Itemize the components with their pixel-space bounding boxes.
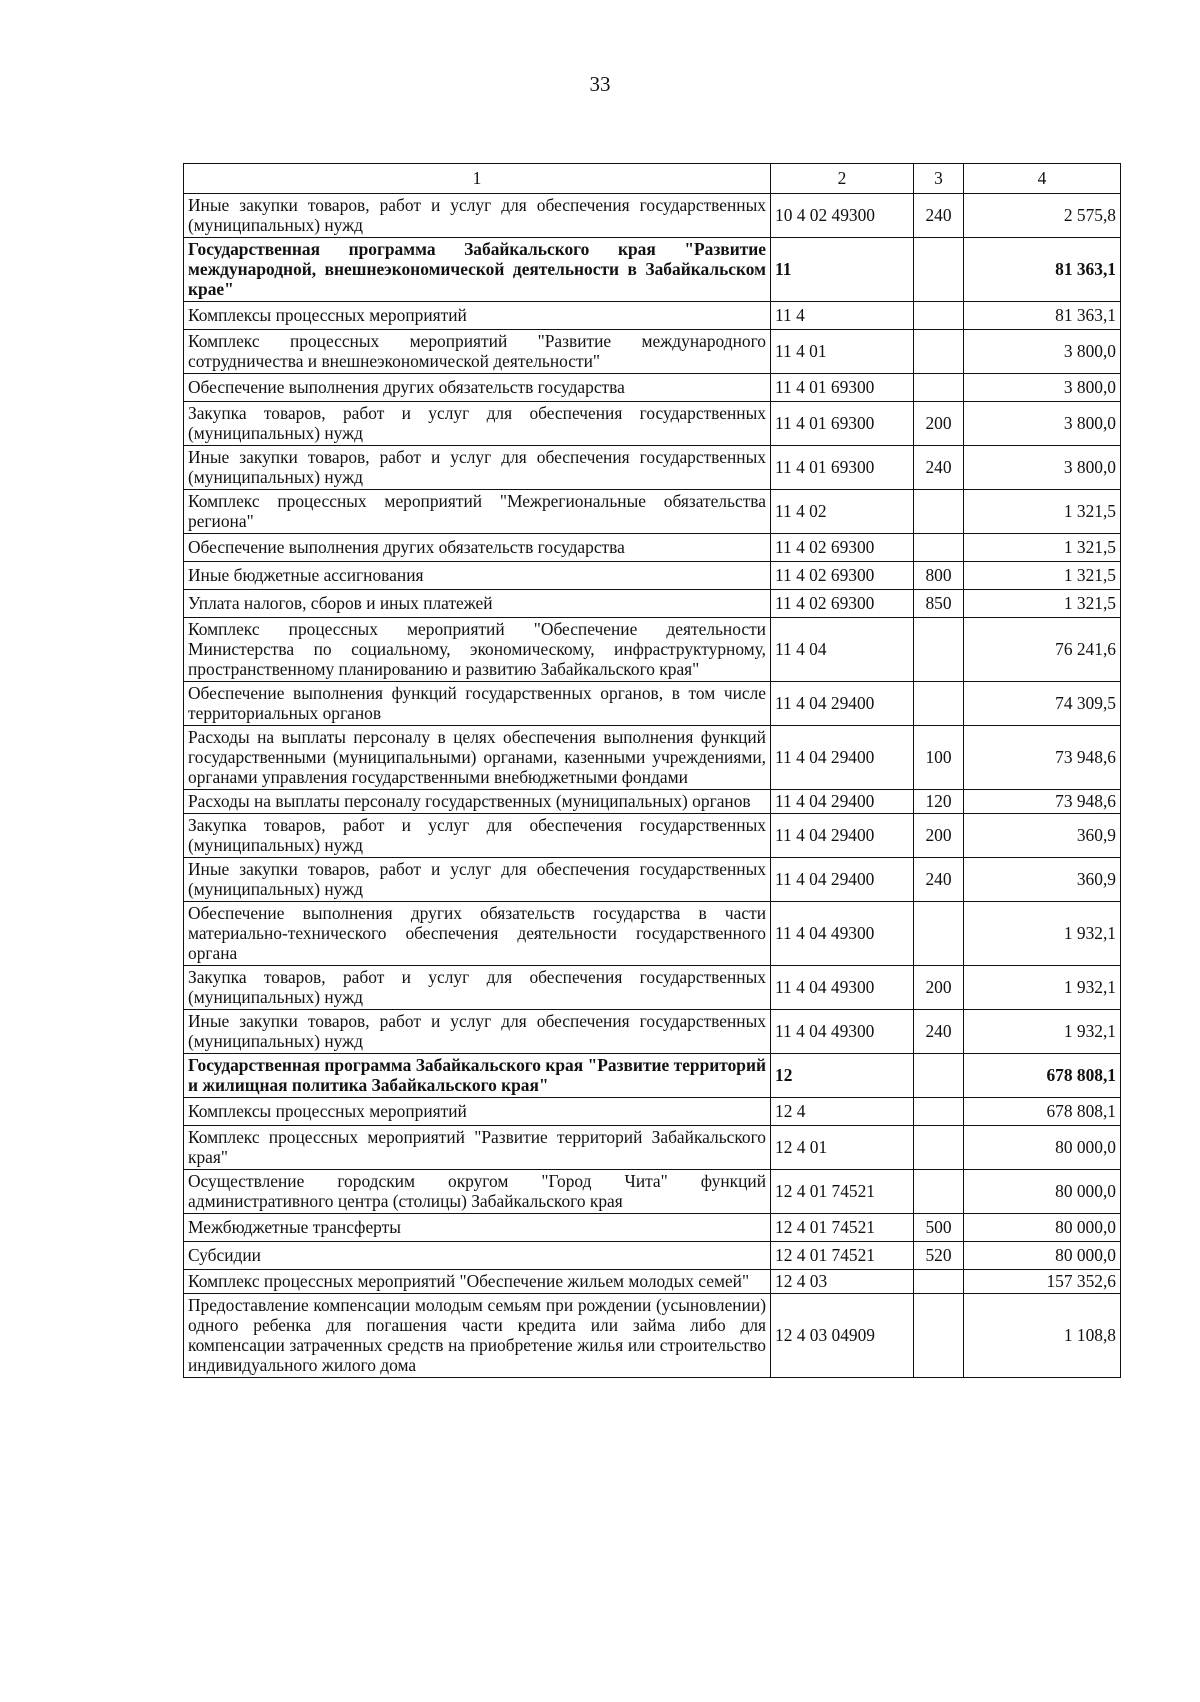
row-name-cell: Иные закупки товаров, работ и услуг для обеспечения государственных (муниципальных) нужд xyxy=(184,858,771,902)
table-row xyxy=(184,374,1121,402)
row-type-cell xyxy=(914,1054,964,1098)
row-code-cell: 11 4 02 69300 xyxy=(771,534,914,562)
row-code-cell: 11 4 01 69300 xyxy=(771,446,914,490)
row-name-cell: Закупка товаров, работ и услуг для обеспечения государственных (муниципальных) нужд xyxy=(184,402,771,446)
row-code-cell: 11 4 01 69300 xyxy=(771,402,914,446)
row-name-cell: Комплексы процессных мероприятий xyxy=(184,1098,771,1126)
row-type-cell: 850 xyxy=(914,590,964,618)
column-header-2: 2 xyxy=(771,164,914,194)
row-type-cell: 240 xyxy=(914,194,964,238)
row-code-cell: 12 4 01 74521 xyxy=(771,1242,914,1270)
row-amount-cell: 73 948,6 xyxy=(964,726,1121,790)
row-name-cell: Расходы на выплаты персоналу в целях обеспечения выполнения функций государственными (муниципальными) органами, казенными учреждениями, органами управления государственными внебюджетными фондами xyxy=(184,726,771,790)
table-row xyxy=(184,966,1121,1010)
row-code-cell: 11 4 04 49300 xyxy=(771,1010,914,1054)
row-code-cell: 12 xyxy=(771,1054,914,1098)
row-code-cell: 12 4 03 xyxy=(771,1270,914,1294)
table-row xyxy=(184,726,1121,790)
row-name-cell: Комплекс процессных мероприятий "Межрегиональные обязательства региона" xyxy=(184,490,771,534)
table-row xyxy=(184,814,1121,858)
row-name-cell: Осуществление городским округом "Город Чита" функций административного центра (столицы) Забайкальского края xyxy=(184,1170,771,1214)
row-name-cell: Комплекс процессных мероприятий "Развитие территорий Забайкальского края" xyxy=(184,1126,771,1170)
row-amount-cell: 73 948,6 xyxy=(964,790,1121,814)
row-amount-cell: 81 363,1 xyxy=(964,302,1121,330)
row-amount-cell: 1 108,8 xyxy=(964,1294,1121,1378)
row-type-cell: 520 xyxy=(914,1242,964,1270)
column-header-4: 4 xyxy=(964,164,1121,194)
row-name-cell: Государственная программа Забайкальского края "Развитие территорий и жилищная политика Забайкальского края" xyxy=(184,1054,771,1098)
table-row xyxy=(184,902,1121,966)
row-amount-cell: 80 000,0 xyxy=(964,1126,1121,1170)
row-amount-cell: 1 932,1 xyxy=(964,902,1121,966)
row-code-cell: 11 4 04 29400 xyxy=(771,814,914,858)
table-row xyxy=(184,682,1121,726)
row-amount-cell: 81 363,1 xyxy=(964,238,1121,302)
column-header-1: 1 xyxy=(184,164,771,194)
row-name-cell: Комплексы процессных мероприятий xyxy=(184,302,771,330)
row-amount-cell: 76 241,6 xyxy=(964,618,1121,682)
header-row xyxy=(184,164,1121,194)
row-name-cell: Комплекс процессных мероприятий "Обеспечение жильем молодых семей" xyxy=(184,1270,771,1294)
budget-table xyxy=(183,163,1121,1378)
row-amount-cell: 360,9 xyxy=(964,814,1121,858)
table-row xyxy=(184,330,1121,374)
row-type-cell xyxy=(914,1098,964,1126)
row-amount-cell: 1 321,5 xyxy=(964,562,1121,590)
row-type-cell: 500 xyxy=(914,1214,964,1242)
row-type-cell xyxy=(914,1126,964,1170)
row-code-cell: 11 4 04 49300 xyxy=(771,902,914,966)
row-type-cell xyxy=(914,618,964,682)
row-type-cell xyxy=(914,490,964,534)
page-number: 33 xyxy=(589,72,611,96)
row-type-cell xyxy=(914,682,964,726)
row-code-cell: 11 4 04 49300 xyxy=(771,966,914,1010)
row-type-cell: 200 xyxy=(914,814,964,858)
row-code-cell: 10 4 02 49300 xyxy=(771,194,914,238)
row-code-cell: 11 4 04 xyxy=(771,618,914,682)
row-name-cell: Иные закупки товаров, работ и услуг для обеспечения государственных (муниципальных) нужд xyxy=(184,1010,771,1054)
row-name-cell: Комплекс процессных мероприятий "Обеспечение деятельности Министерства по социальному, экономическому, инфраструктурному, пространственному планированию и развитию Забайкальского края" xyxy=(184,618,771,682)
row-type-cell xyxy=(914,330,964,374)
row-amount-cell: 3 800,0 xyxy=(964,374,1121,402)
row-name-cell: Обеспечение выполнения других обязательств государства в части материально-технического обеспечения деятельности государственного органа xyxy=(184,902,771,966)
row-type-cell xyxy=(914,1294,964,1378)
row-name-cell: Расходы на выплаты персоналу государственных (муниципальных) органов xyxy=(184,790,771,814)
table-row xyxy=(184,1270,1121,1294)
row-amount-cell: 1 932,1 xyxy=(964,966,1121,1010)
row-type-cell xyxy=(914,238,964,302)
table-row xyxy=(184,790,1121,814)
row-amount-cell: 80 000,0 xyxy=(964,1242,1121,1270)
row-name-cell: Обеспечение выполнения других обязательств государства xyxy=(184,534,771,562)
row-type-cell: 800 xyxy=(914,562,964,590)
row-amount-cell: 74 309,5 xyxy=(964,682,1121,726)
table-row xyxy=(184,562,1121,590)
table-row xyxy=(184,1098,1121,1126)
row-type-cell xyxy=(914,1170,964,1214)
row-type-cell: 240 xyxy=(914,858,964,902)
row-amount-cell: 1 321,5 xyxy=(964,534,1121,562)
row-name-cell: Комплекс процессных мероприятий "Развитие международного сотрудничества и внешнеэкономической деятельности" xyxy=(184,330,771,374)
row-amount-cell: 678 808,1 xyxy=(964,1054,1121,1098)
row-name-cell: Закупка товаров, работ и услуг для обеспечения государственных (муниципальных) нужд xyxy=(184,966,771,1010)
row-type-cell xyxy=(914,534,964,562)
table-row xyxy=(184,590,1121,618)
row-type-cell xyxy=(914,374,964,402)
table-row xyxy=(184,1242,1121,1270)
row-amount-cell: 157 352,6 xyxy=(964,1270,1121,1294)
row-code-cell: 12 4 01 74521 xyxy=(771,1214,914,1242)
row-code-cell: 12 4 01 74521 xyxy=(771,1170,914,1214)
column-header-3: 3 xyxy=(914,164,964,194)
row-code-cell: 11 4 02 69300 xyxy=(771,590,914,618)
row-amount-cell: 360,9 xyxy=(964,858,1121,902)
table-row xyxy=(184,238,1121,302)
row-type-cell: 100 xyxy=(914,726,964,790)
row-type-cell: 120 xyxy=(914,790,964,814)
row-type-cell xyxy=(914,1270,964,1294)
row-code-cell: 11 4 02 69300 xyxy=(771,562,914,590)
row-name-cell: Иные закупки товаров, работ и услуг для обеспечения государственных (муниципальных) нужд xyxy=(184,194,771,238)
row-name-cell: Субсидии xyxy=(184,1242,771,1270)
row-name-cell: Уплата налогов, сборов и иных платежей xyxy=(184,590,771,618)
table-row xyxy=(184,446,1121,490)
table-row xyxy=(184,1010,1121,1054)
row-name-cell: Иные закупки товаров, работ и услуг для обеспечения государственных (муниципальных) нужд xyxy=(184,446,771,490)
table-body xyxy=(184,194,1121,1378)
table-row xyxy=(184,1294,1121,1378)
row-type-cell xyxy=(914,902,964,966)
table-row xyxy=(184,858,1121,902)
row-code-cell: 11 4 01 69300 xyxy=(771,374,914,402)
table-row xyxy=(184,1170,1121,1214)
row-code-cell: 11 4 04 29400 xyxy=(771,682,914,726)
table-row xyxy=(184,490,1121,534)
row-code-cell: 11 4 01 xyxy=(771,330,914,374)
row-type-cell: 240 xyxy=(914,1010,964,1054)
row-code-cell: 12 4 xyxy=(771,1098,914,1126)
row-code-cell: 11 4 04 29400 xyxy=(771,726,914,790)
row-amount-cell: 80 000,0 xyxy=(964,1170,1121,1214)
row-amount-cell: 1 932,1 xyxy=(964,1010,1121,1054)
row-name-cell: Обеспечение выполнения других обязательств государства xyxy=(184,374,771,402)
row-type-cell xyxy=(914,302,964,330)
row-amount-cell: 678 808,1 xyxy=(964,1098,1121,1126)
row-type-cell: 200 xyxy=(914,966,964,1010)
table-row xyxy=(184,1214,1121,1242)
table-row xyxy=(184,1126,1121,1170)
row-name-cell: Обеспечение выполнения функций государственных органов, в том числе территориальных органов xyxy=(184,682,771,726)
table-row xyxy=(184,1054,1121,1098)
row-amount-cell: 3 800,0 xyxy=(964,402,1121,446)
row-amount-cell: 3 800,0 xyxy=(964,446,1121,490)
row-amount-cell: 1 321,5 xyxy=(964,590,1121,618)
row-code-cell: 11 xyxy=(771,238,914,302)
table-row xyxy=(184,302,1121,330)
row-name-cell: Государственная программа Забайкальского края "Развитие международной, внешнеэкономической деятельности в Забайкальском крае" xyxy=(184,238,771,302)
row-amount-cell: 1 321,5 xyxy=(964,490,1121,534)
table-header xyxy=(184,164,1121,194)
row-name-cell: Предоставление компенсации молодым семьям при рождении (усыновлении) одного ребенка для погашения части кредита или займа либо для компенсации затраченных средств на приобретение жилья или строительство индивидуального жилого дома xyxy=(184,1294,771,1378)
row-type-cell: 200 xyxy=(914,402,964,446)
table-row xyxy=(184,534,1121,562)
table-row xyxy=(184,402,1121,446)
row-code-cell: 12 4 03 04909 xyxy=(771,1294,914,1378)
row-name-cell: Межбюджетные трансферты xyxy=(184,1214,771,1242)
row-amount-cell: 2 575,8 xyxy=(964,194,1121,238)
row-type-cell: 240 xyxy=(914,446,964,490)
row-name-cell: Закупка товаров, работ и услуг для обеспечения государственных (муниципальных) нужд xyxy=(184,814,771,858)
table-row xyxy=(184,194,1121,238)
row-amount-cell: 80 000,0 xyxy=(964,1214,1121,1242)
table-row xyxy=(184,618,1121,682)
row-code-cell: 11 4 xyxy=(771,302,914,330)
row-code-cell: 11 4 02 xyxy=(771,490,914,534)
row-code-cell: 11 4 04 29400 xyxy=(771,790,914,814)
row-code-cell: 11 4 04 29400 xyxy=(771,858,914,902)
row-code-cell: 12 4 01 xyxy=(771,1126,914,1170)
row-amount-cell: 3 800,0 xyxy=(964,330,1121,374)
row-name-cell: Иные бюджетные ассигнования xyxy=(184,562,771,590)
